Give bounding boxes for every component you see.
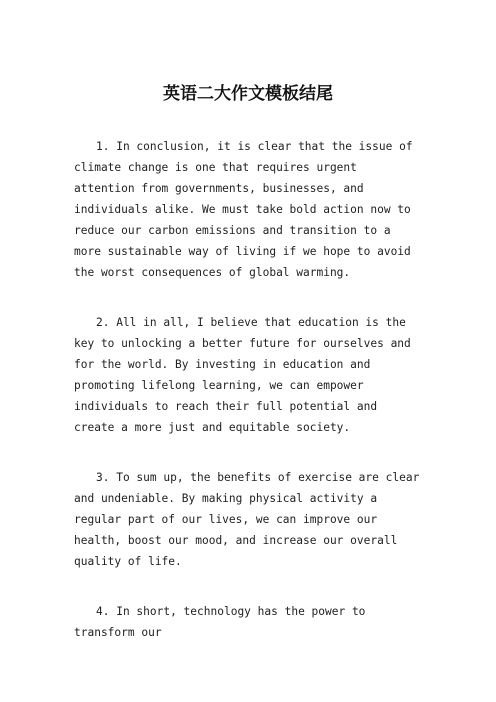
paragraph-1: 1. In conclusion, it is clear that the issue of climate change is one that requires urgent attention from governments, businesses, and individuals alike. We must take bold action now to reduce our carbon emissions and transition to a more sustainable way of living if we hope to avoid the worst consequences of global warming. bbox=[74, 140, 413, 279]
document-title: 英语二大作文模板结尾 bbox=[163, 84, 333, 104]
paragraph-4: 4. In short, technology has the power to transform our bbox=[74, 605, 366, 639]
paragraph-3: 3. To sum up, the benefits of exercise are clear and undeniable. By making physical activity a regular part of our lives, we can improve our health, boost our mood, and increase our overall quality of life. bbox=[74, 471, 420, 568]
document-body bbox=[74, 136, 424, 643]
paragraph-2: 2. All in all, I believe that education is the key to unlocking a better future for ourselves and for the world. By investing in education and promoting lifelong learning, we can empower individuals to reach their full potential and create a more just and equitable society. bbox=[74, 316, 411, 434]
